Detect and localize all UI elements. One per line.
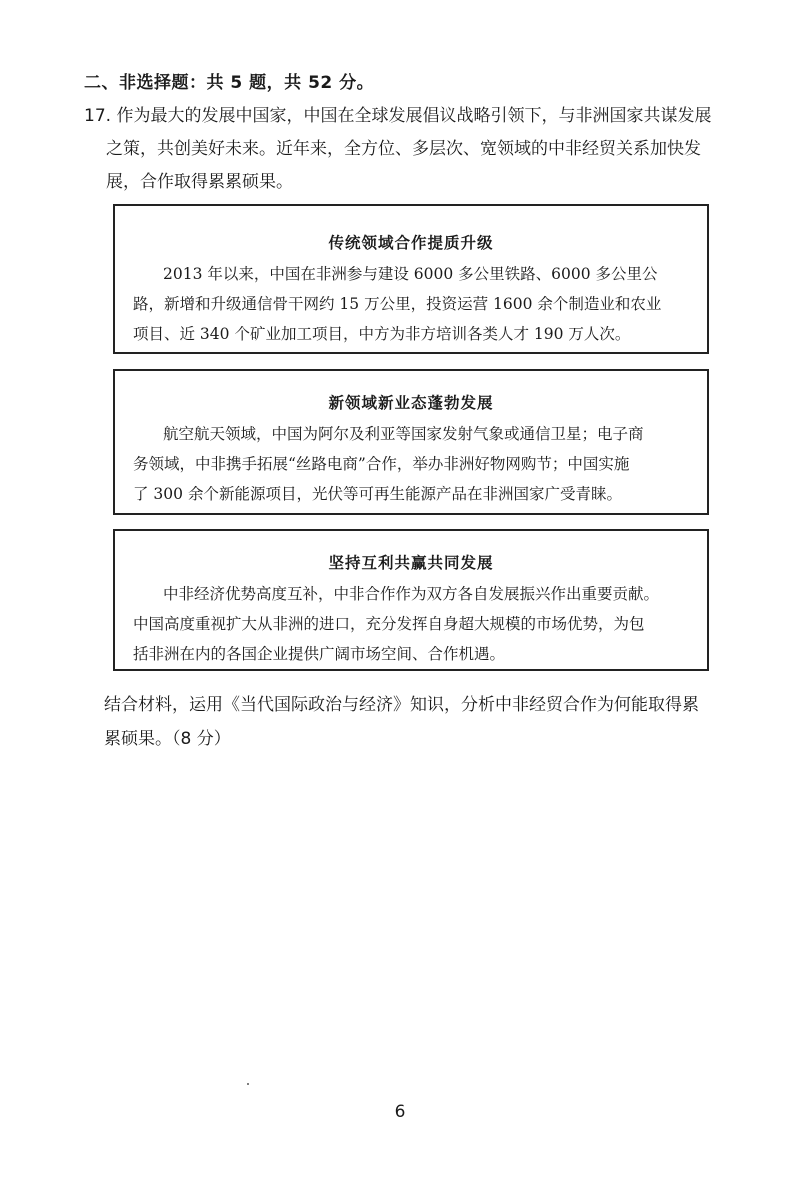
question-line: 17. 作为最大的发展中国家，中国在全球发展倡议战略引领下，与非洲国家共谋发展 (84, 106, 712, 126)
material-box-title: 坚持互利共赢共同发展 (328, 553, 494, 572)
material-box-title: 新领域新业态蓬勃发展 (328, 393, 494, 412)
material-box-body (115, 579, 707, 669)
material-line: 2013 年以来，中国在非洲参与建设 6000 多公里铁路、6000 多公里公 (163, 265, 658, 283)
material-box-mutual-benefit (113, 529, 709, 671)
material-line: 括非洲在内的各国企业提供广阔市场空间、合作机遇。 (133, 645, 506, 663)
material-line: 路，新增和升级通信骨干网约 15 万公里，投资运营 1600 余个制造业和农业 (133, 295, 662, 313)
material-box-title: 传统领域合作提质升级 (328, 233, 494, 252)
prompt-line: 累硕果。（8 分） (104, 729, 231, 749)
prompt-line: 结合材料，运用《当代国际政治与经济》知识，分析中非经贸合作为何能取得累 (104, 695, 699, 715)
material-line: 务领域，中非携手拓展“丝路电商”合作，举办非洲好物网购节；中国实施 (133, 455, 630, 473)
material-line: 中国高度重视扩大从非洲的进口，充分发挥自身超大规模的市场优势，为包 (133, 615, 645, 633)
material-box-body (115, 419, 707, 509)
section-heading: 二、非选择题：共 5 题，共 52 分。 (84, 73, 375, 93)
material-line: 中非经济优势高度互补，中非合作作为双方各自发展振兴作出重要贡献。 (163, 585, 660, 603)
material-box-traditional-cooperation (113, 204, 709, 354)
material-box-body (115, 259, 707, 349)
material-line: 项目、近 340 个矿业加工项目，中方为非方培训各类人才 190 万人次。 (133, 325, 631, 343)
question-line: 展，合作取得累累硕果。 (106, 172, 293, 192)
material-line: 了 300 余个新能源项目，光伏等可再生能源产品在非洲国家广受青睐。 (133, 485, 622, 503)
scan-speck (247, 1083, 249, 1085)
question-line: 之策，共创美好未来。近年来，全方位、多层次、宽领域的中非经贸关系加快发 (106, 139, 701, 159)
question-prompt (104, 688, 724, 756)
page-number: 6 (394, 1102, 406, 1122)
material-box-new-fields (113, 369, 709, 515)
material-line: 航空航天领域，中国为阿尔及利亚等国家发射气象或通信卫星；电子商 (163, 425, 644, 443)
question-17-stem (84, 100, 724, 199)
